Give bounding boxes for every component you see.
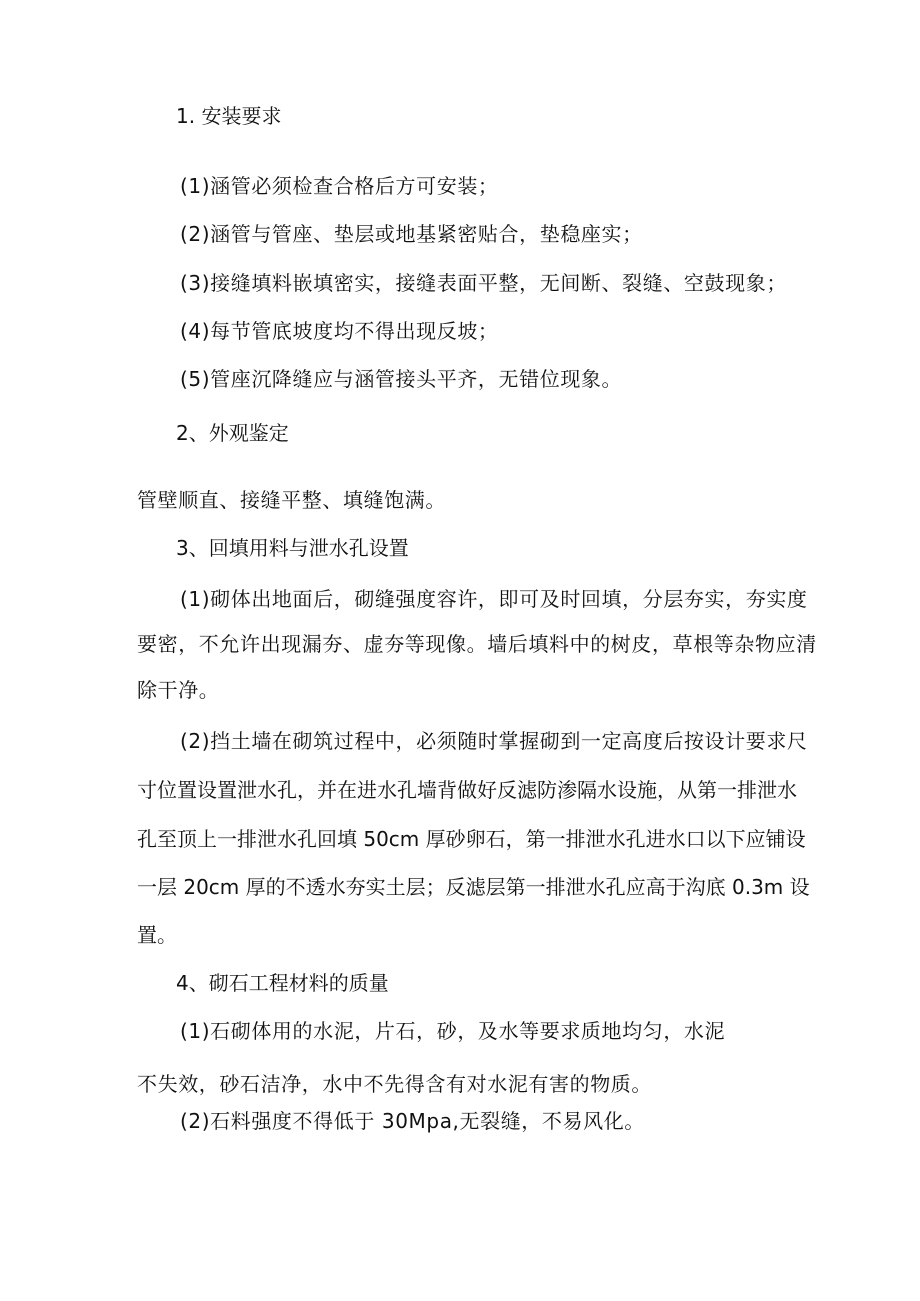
section-1-heading: 1. 安装要求 xyxy=(176,104,282,128)
section-4-para-1-line-2: 不失效，砂石洁净，水中不先得含有对水泥有害的物质。 xyxy=(137,1072,652,1096)
section-3-para-2-line-1: (2)挡土墙在砌筑过程中，必须随时掌握砌到一定高度后按设计要求尺 xyxy=(180,729,808,753)
section-4-para-2: (2)石料强度不得低于 30Mpa,无裂缝，不易风化。 xyxy=(180,1109,645,1133)
section-4-para-1-line-1: (1)石砌体用的水泥，片石，砂，及水等要求质地均匀，水泥 xyxy=(180,1019,726,1043)
section-3-para-1-line-1: (1)砌体出地面后，砌缝强度容许，即可及时回填，分层夯实，夯实度 xyxy=(180,587,808,611)
section-1-item-1: (1)涵管必须检查合格后方可安装； xyxy=(180,174,499,198)
section-1-item-3: (3)接缝填料嵌填密实，接缝表面平整，无间断、裂缝、空鼓现象； xyxy=(180,271,787,295)
section-3-para-2-line-4: 一层 20cm 厚的不透水夯实土层；反滤层第一排泄水孔应高于沟底 0.3m 设 xyxy=(137,875,810,899)
section-3-para-1-line-2: 要密，不允许出现漏夯、虚夯等现像。墙后填料中的树皮，草根等杂物应清 xyxy=(137,632,817,656)
section-1-item-5: (5)管座沉降缝应与涵管接头平齐，无错位现象。 xyxy=(180,367,623,391)
section-1-item-2: (2)涵管与管座、垫层或地基紧密贴合，垫稳座实； xyxy=(180,222,643,246)
section-3-para-2-line-2: 寸位置设置泄水孔，并在进水孔墙背做好反滤防渗隔水设施，从第一排泄水 xyxy=(137,778,797,802)
section-3-para-2-line-5: 置。 xyxy=(137,923,177,947)
section-4-heading: 4、砌石工程材料的质量 xyxy=(176,971,389,995)
section-1-item-4: (4)每节管底坡度均不得出现反坡； xyxy=(180,319,499,343)
section-3-heading: 3、回填用料与泄水孔设置 xyxy=(176,536,409,560)
section-3-para-1-line-3: 除干净。 xyxy=(137,678,220,702)
section-2-heading: 2、外观鉴定 xyxy=(176,421,289,445)
section-3-para-2-line-3: 孔至顶上一排泄水孔回填 50cm 厚砂卵石，第一排泄水孔进水口以下应铺设 xyxy=(137,827,806,851)
section-2-text: 管壁顺直、接缝平整、填缝饱满。 xyxy=(137,488,446,512)
